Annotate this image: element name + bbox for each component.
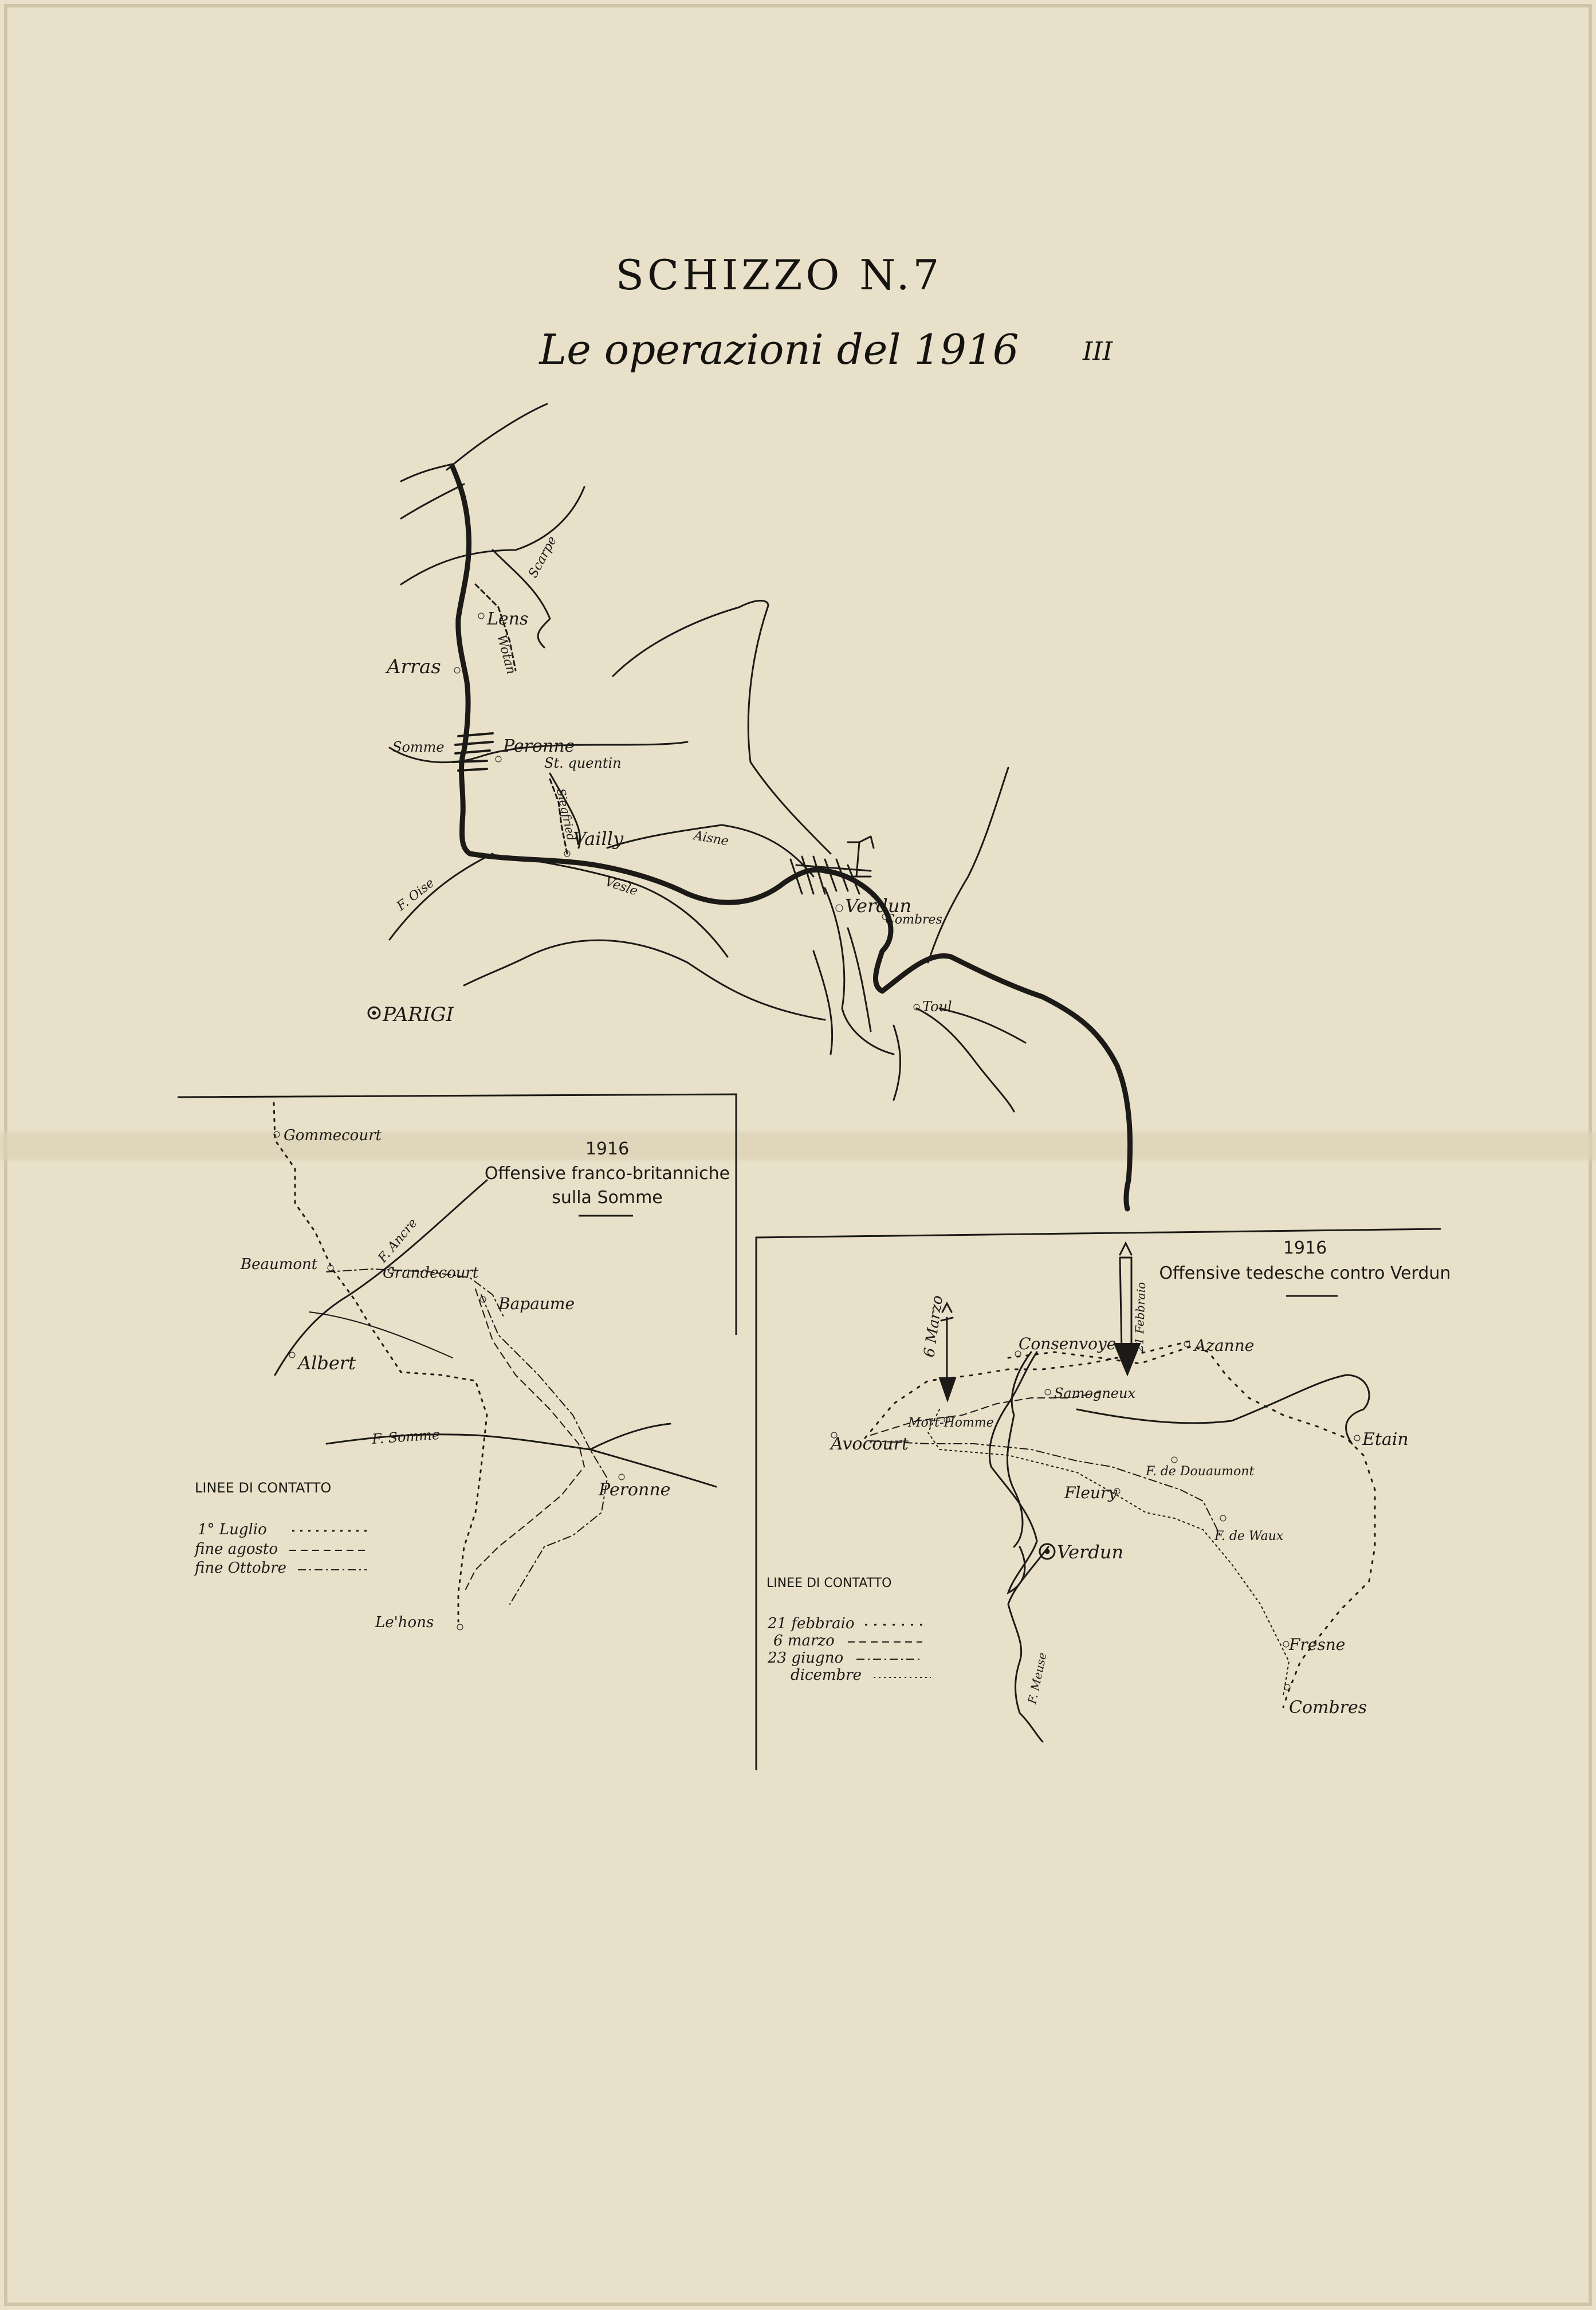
somme-label-peronne: Peronne [599,1480,671,1500]
verdun-label-consenvoye: Consenvoye [1019,1334,1117,1353]
verdun-legend-item-mar: 6 marzo [773,1632,835,1649]
verdun-label-fresne: Fresne [1289,1635,1346,1654]
label-lens: Lens [487,609,529,629]
map-subtitle: Le operazioni del 1916 [539,325,1019,374]
somme-legend-item-july: 1° Luglio [198,1521,267,1538]
verdun-label-fleury: Fleury [1064,1483,1118,1502]
label-vesle: Vesle [603,874,640,899]
somme-label-gommecourt: Gommecourt [284,1127,382,1144]
verdun-label-verdun: Verdun [1057,1541,1124,1563]
parigi-marker-dot [372,1011,376,1015]
somme-label-bapaume: Bapaume [498,1294,575,1313]
verdun-inset-year: 1916 [1283,1238,1327,1258]
somme-label-grandcourt: Grandecourt [383,1264,479,1282]
verdun-label-mort-homme: Mort-Homme [908,1416,994,1430]
label-siegfried: Siegfried [554,787,579,842]
label-verdun: Verdun [845,895,912,917]
somme-label-beaumont: Beaumont [241,1256,318,1273]
map-title: SCHIZZO N.7 [615,251,943,299]
somme-legend-item-october: fine Ottobre [195,1559,287,1577]
label-somme: Somme [392,739,445,755]
label-oise: F. Oise [394,875,437,914]
verdun-label-douaumont: F. de Douaumont [1146,1464,1255,1479]
verdun-label-arrow-feb: 21 Febbraio [1132,1282,1149,1353]
somme-inset-caption-1: Offensive franco-britanniche [484,1164,730,1184]
fold-crease [0,1132,1596,1160]
somme-inset-year: 1916 [585,1139,630,1159]
somme-legend-item-august: fine agosto [195,1541,278,1558]
somme-label-somme: F. Somme [371,1426,441,1447]
label-aisne: Aisne [692,828,730,849]
verdun-legend-item-dec: dicembre [791,1667,862,1684]
label-wotan: Wotan [494,633,518,676]
label-st-quentin: St. quentin [544,755,622,771]
verdun-inset-marker-dot [1045,1549,1049,1554]
label-scarpe: Scarpe [526,534,560,580]
verdun-inset-caption: Offensive tedesche contro Verdun [1159,1263,1451,1283]
somme-label-lihons: Le'hons [375,1614,434,1631]
label-parigi: PARIGI [383,1003,454,1026]
label-vailly: Vailly [573,828,624,850]
somme-inset-caption-2: sulla Somme [552,1188,663,1208]
label-peronne: Peronne [503,736,575,756]
verdun-label-avocourt: Avocourt [831,1434,909,1454]
verdun-legend-title: LINEE DI CONTATTO [766,1576,892,1590]
verdun-label-samogneux: Samogneux [1054,1385,1135,1401]
verdun-label-meuse: F. Meuse [1025,1651,1049,1706]
label-toul: Toul [922,999,952,1015]
verdun-label-vaux: F. de Waux [1214,1529,1284,1543]
somme-legend-title: LINEE DI CONTATTO [195,1480,332,1496]
verdun-label-combres: Combres [1289,1698,1367,1718]
somme-label-albert: Albert [298,1352,356,1374]
label-combres: Combres [885,913,942,927]
volume-mark: III [1083,337,1113,366]
label-arras: Arras [387,655,441,678]
verdun-legend-item-feb: 21 febbraio [768,1615,855,1632]
verdun-label-arrow-mar: 6 Marzo [921,1294,947,1358]
verdun-label-azanne: Azanne [1194,1336,1255,1355]
verdun-label-etain: Etain [1362,1429,1409,1449]
verdun-legend-item-jun: 23 giugno [768,1649,844,1667]
somme-label-ancre: F. Ancre [375,1216,420,1266]
